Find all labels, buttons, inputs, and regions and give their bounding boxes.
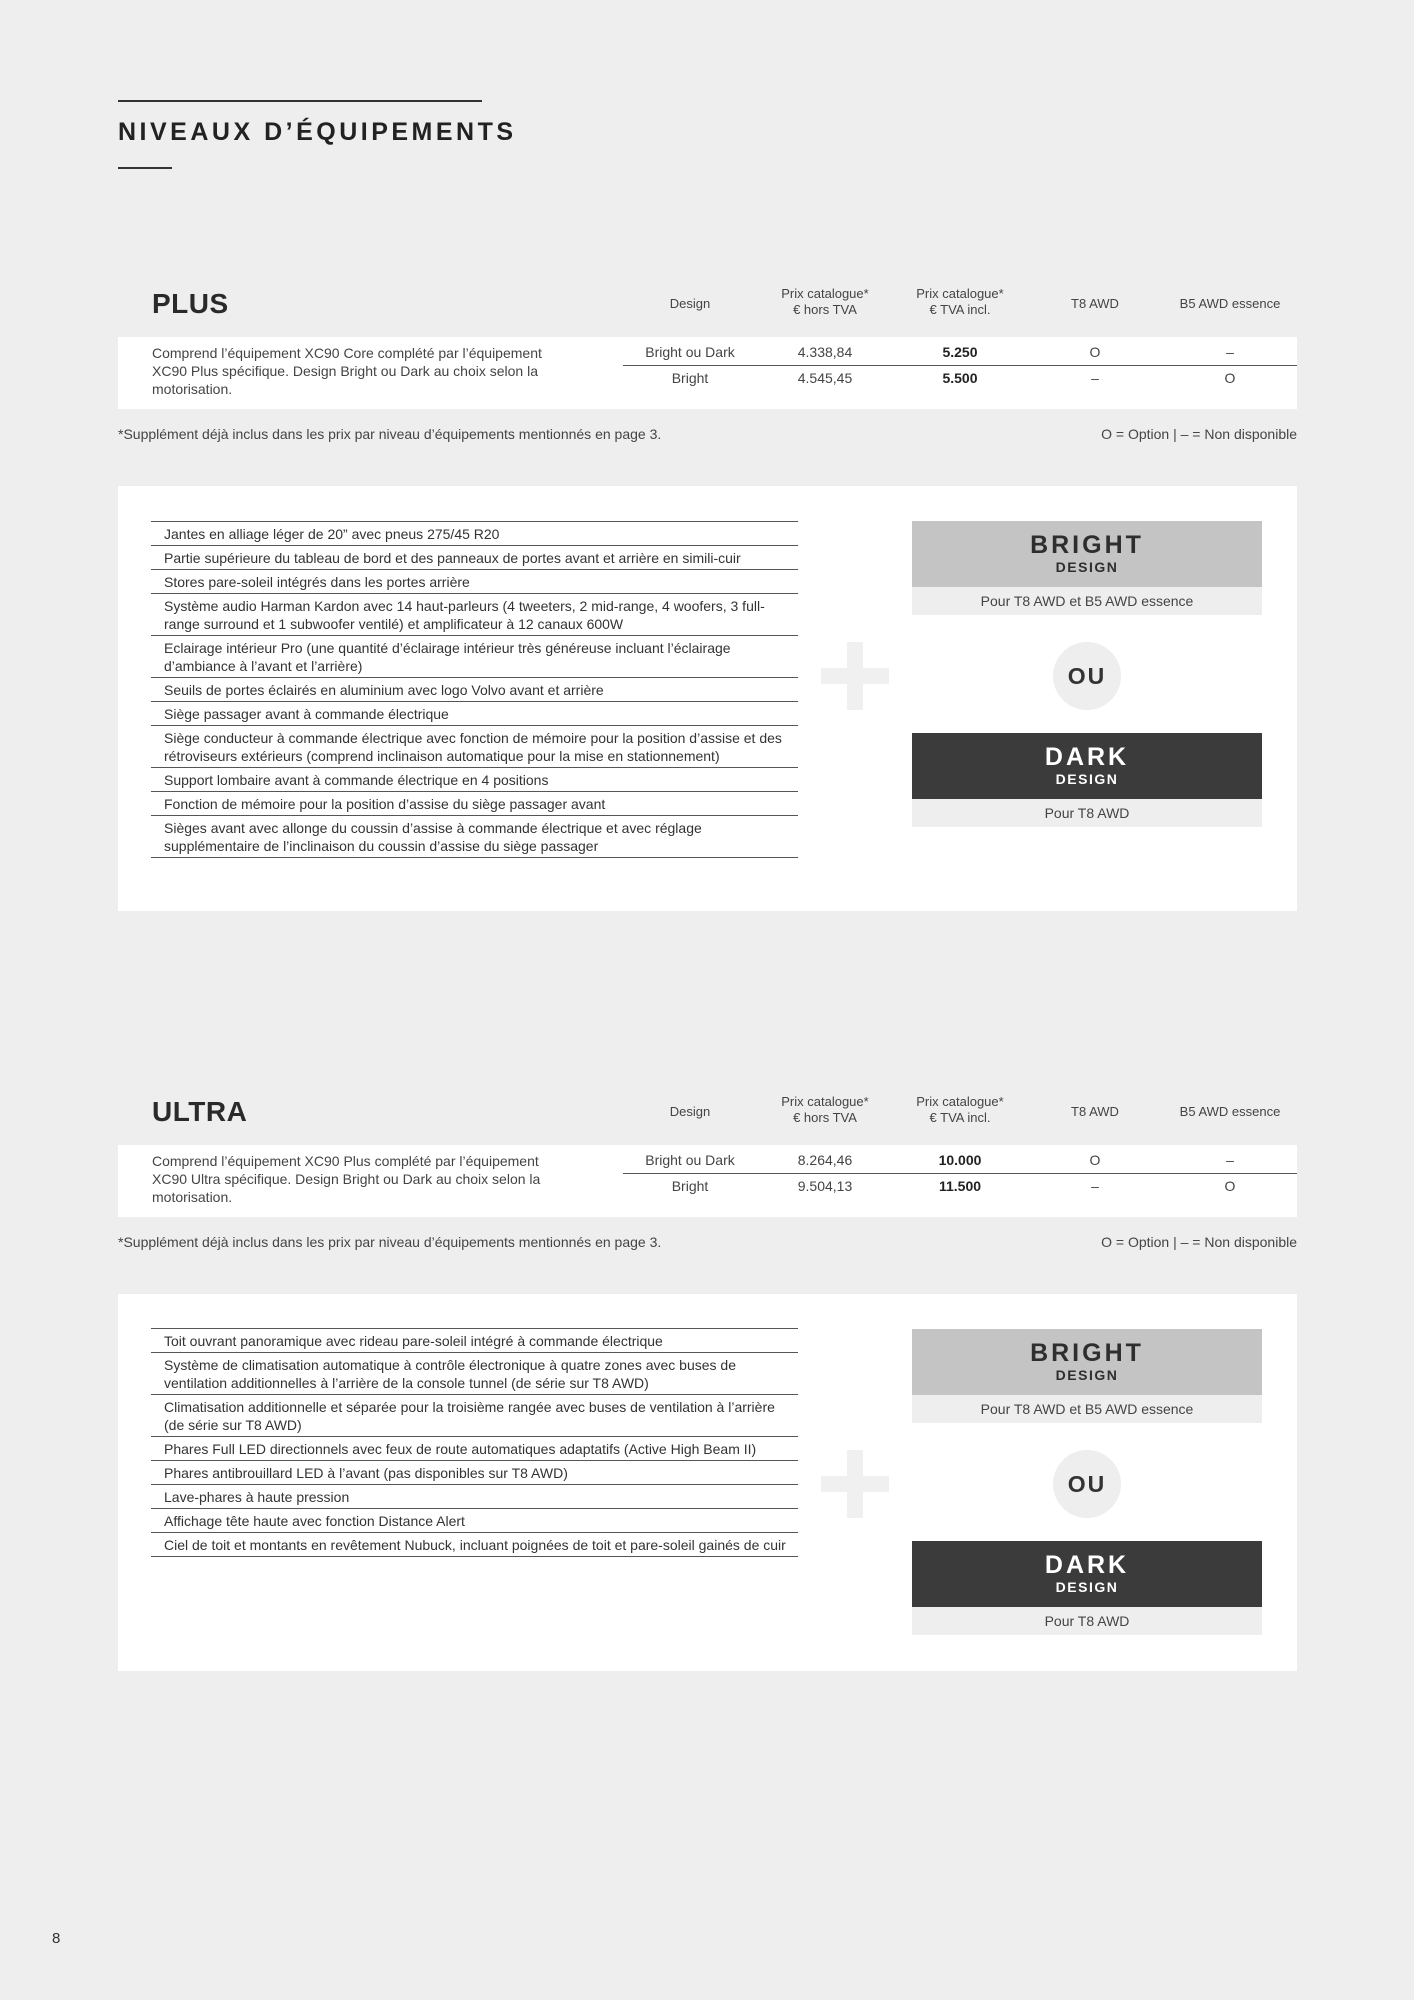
dark-design-note: Pour T8 AWD [912, 799, 1262, 827]
list-item: Phares Full LED directionnels avec feux de route automatiques adaptatifs (Active High Beam II) [151, 1437, 798, 1461]
col-header-t8: T8 AWD [1071, 1104, 1119, 1119]
row-1-price-incl: 10.000 [938, 1152, 982, 1168]
row-1-t8: O [1089, 344, 1101, 360]
list-item: Partie supérieure du tableau de bord et des panneaux de portes avant et arrière en simili-cuir [151, 546, 798, 570]
row-1-design: Bright ou Dark [645, 344, 735, 360]
page-number: 8 [52, 1930, 61, 1947]
dark-design-name: DARK [1044, 743, 1130, 771]
row-2-design: Bright [671, 370, 709, 386]
list-item: Climatisation additionnelle et séparée pour la troisième rangée avec buses de ventilation à l’arrière (de série sur T8 AWD) [151, 1395, 798, 1437]
row-2-b5: O [1224, 370, 1236, 386]
bright-design-sub: DESIGN [1055, 559, 1119, 575]
list-item: Lave-phares à haute pression [151, 1485, 798, 1509]
dark-design-sub: DESIGN [1055, 771, 1119, 787]
list-item: Fonction de mémoire pour la position d’assise du siège passager avant [151, 792, 798, 816]
page-title: NIVEAUX D’ÉQUIPEMENTS [118, 118, 517, 146]
header-rule-bottom [118, 167, 172, 169]
bright-design-sub: DESIGN [1055, 1367, 1119, 1383]
dark-design-card [912, 1541, 1262, 1635]
col-header-price-excl: Prix catalogue* € hors TVA [781, 286, 869, 317]
section-title: ULTRA [152, 1096, 248, 1127]
row-2-price-excl: 4.545,45 [797, 370, 853, 386]
section-description: Comprend l’équipement XC90 Core complété par l’équipement XC90 Plus spécifique. Design Bright ou Dark au choix selon la motorisation. [152, 345, 542, 397]
list-item: Eclairage intérieur Pro (une quantité d’éclairage intérieur très généreuse incluant l’éclairage d’ambiance à l’avant et l’arrière) [151, 636, 798, 678]
row-2-design: Bright [671, 1178, 709, 1194]
footnote: *Supplément déjà inclus dans les prix par niveau d’équipements mentionnés en page 3. [118, 1234, 662, 1250]
row-1-price-excl: 4.338,84 [797, 344, 853, 360]
col-header-t8: T8 AWD [1071, 296, 1119, 311]
list-item: Toit ouvrant panoramique avec rideau pare-soleil intégré à commande électrique [151, 1329, 798, 1353]
plus-icon [821, 642, 889, 710]
bright-design-name: BRIGHT [1030, 1339, 1144, 1367]
bright-design-name: BRIGHT [1030, 531, 1144, 559]
header-rule-top [118, 100, 482, 102]
plus-icon [821, 1450, 889, 1518]
list-item: Support lombaire avant à commande électrique en 4 positions [151, 768, 798, 792]
equipment-list [151, 521, 798, 858]
list-item: Affichage tête haute avec fonction Distance Alert [151, 1509, 798, 1533]
equipment-list [151, 1328, 798, 1557]
row-1-b5: – [1226, 1152, 1234, 1168]
dark-design-name: DARK [1044, 1551, 1130, 1579]
bright-design-card [912, 521, 1262, 615]
col-header-price-incl: Prix catalogue* € TVA incl. [916, 1094, 1004, 1125]
col-header-price-excl: Prix catalogue* € hors TVA [781, 1094, 869, 1125]
col-header-b5: B5 AWD essence [1179, 1104, 1281, 1119]
row-2-price-incl: 5.500 [942, 370, 978, 386]
section-description: Comprend l’équipement XC90 Plus complété par l’équipement XC90 Ultra spécifique. Design Bright ou Dark au choix selon la motorisation. [152, 1153, 541, 1205]
list-item: Ciel de toit et montants en revêtement Nubuck, incluant poignées de toit et pare-soleil gainés de cuir [151, 1533, 798, 1557]
row-2-t8: – [1091, 370, 1099, 386]
list-item: Stores pare-soleil intégrés dans les portes arrière [151, 570, 798, 594]
row-separator [623, 1173, 1297, 1174]
ou-badge: OU [1053, 1450, 1121, 1518]
bright-design-note: Pour T8 AWD et B5 AWD essence [912, 587, 1262, 615]
section-title: PLUS [152, 288, 229, 319]
col-header-b5: B5 AWD essence [1179, 296, 1281, 311]
dark-design-note: Pour T8 AWD [912, 1607, 1262, 1635]
list-item: Jantes en alliage léger de 20” avec pneus 275/45 R20 [151, 522, 798, 546]
list-item: Système de climatisation automatique à contrôle électronique à quatre zones avec buses de ventilation additionnelles à l’arrière de la console tunnel (de série sur T8 AWD) [151, 1353, 798, 1395]
row-1-t8: O [1089, 1152, 1101, 1168]
ou-badge: OU [1053, 642, 1121, 710]
row-2-t8: – [1091, 1178, 1099, 1194]
footnote: *Supplément déjà inclus dans les prix par niveau d’équipements mentionnés en page 3. [118, 426, 662, 442]
row-2-price-incl: 11.500 [938, 1178, 982, 1194]
list-item: Siège passager avant à commande électrique [151, 702, 798, 726]
row-2-price-excl: 9.504,13 [797, 1178, 853, 1194]
legend: O = Option | – = Non disponible [1101, 426, 1297, 442]
legend: O = Option | – = Non disponible [1101, 1234, 1297, 1250]
list-item: Seuils de portes éclairés en aluminium avec logo Volvo avant et arrière [151, 678, 798, 702]
dark-design-card [912, 733, 1262, 827]
bright-design-card [912, 1329, 1262, 1423]
list-item: Système audio Harman Kardon avec 14 haut-parleurs (4 tweeters, 2 mid-range, 4 woofers, 3 full-range surround et 1 subwoofer ventilé) et amplificateur à 12 canaux 600W [151, 594, 798, 636]
bright-design-note: Pour T8 AWD et B5 AWD essence [912, 1395, 1262, 1423]
list-item: Siège conducteur à commande électrique avec fonction de mémoire pour la position d’assise et des rétroviseurs extérieurs (comprend inclinaison automatique pour la mise en stationnement) [151, 726, 798, 768]
row-1-price-incl: 5.250 [942, 344, 978, 360]
row-1-price-excl: 8.264,46 [797, 1152, 853, 1168]
col-header-design: Design [669, 296, 711, 311]
dark-design-sub: DESIGN [1055, 1579, 1119, 1595]
row-1-design: Bright ou Dark [645, 1152, 735, 1168]
row-1-b5: – [1226, 344, 1234, 360]
col-header-design: Design [669, 1104, 711, 1119]
row-separator [623, 365, 1297, 366]
list-item: Sièges avant avec allonge du coussin d’assise à commande électrique et avec réglage supplémentaire de l’inclinaison du coussin d’assise du siège passager [151, 816, 798, 858]
row-2-b5: O [1224, 1178, 1236, 1194]
col-header-price-incl: Prix catalogue* € TVA incl. [916, 286, 1004, 317]
list-item: Phares antibrouillard LED à l’avant (pas disponibles sur T8 AWD) [151, 1461, 798, 1485]
